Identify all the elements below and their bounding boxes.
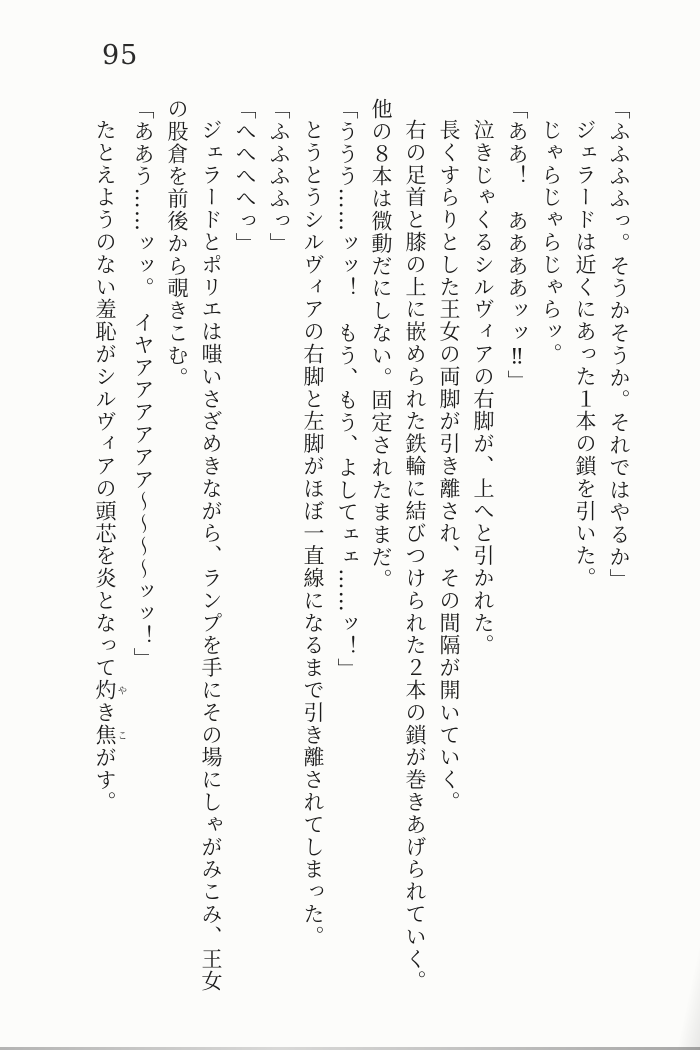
page-number: 95 [102, 40, 139, 71]
narrative-paragraph: とうとうシルヴィアの右脚と左脚がほぼ一直線になるまで引き離されてしまった。 [301, 119, 325, 948]
dialogue-paragraph: 「ああ！ ああああッッ‼」 [505, 98, 529, 393]
scan-corner-shade [674, 930, 700, 1050]
dialogue-paragraph: 「ううう……ッッ！ もう、もう、よしてェェ……ッ！」 [335, 98, 359, 681]
dialogue-paragraph: 「ああう……ッッ。 イヤアアアアアア～～～～ッッ！」 [131, 98, 155, 670]
narrative-paragraph: たとえようのない羞恥がシルヴィアの頭芯を炎となって灼やき焦こがす。 [93, 119, 127, 814]
narrative-paragraph: ジェラードとポリエは嗤いさざめきながら、ランプを手にその場にしゃがみこみ、王女の股倉を前後から覗きこむ。 [165, 98, 223, 993]
narrative-paragraph: じゃらじゃらじゃらッ。 [539, 119, 563, 366]
text-block [88, 98, 636, 1004]
narrative-paragraph: 長くすらりとした王女の両脚が引き離され、その間隔が開いていく。 [437, 119, 461, 814]
furigana-annotated-kanji: 焦こ [93, 723, 127, 747]
narrative-paragraph: ジェラードは近くにあった１本の鎖を引いた。 [573, 119, 597, 590]
dialogue-paragraph: 「へへへへっ」 [233, 98, 257, 255]
dialogue-paragraph: 「ふふふふっ」 [267, 98, 291, 255]
dialogue-paragraph: 「ふふふふっ。そうかそうか。それではやるか」 [607, 98, 631, 591]
narrative-paragraph: 泣きじゃくるシルヴィアの右脚が、上へと引かれた。 [471, 119, 495, 657]
furigana-annotated-kanji: 灼や [93, 679, 127, 702]
narrative-paragraph: 右の足首と膝の上に嵌められた鉄輪に結びつけられた２本の鎖が巻きあげられていく。他の８本は微動だにしない。固定されたままだ。 [369, 98, 427, 993]
